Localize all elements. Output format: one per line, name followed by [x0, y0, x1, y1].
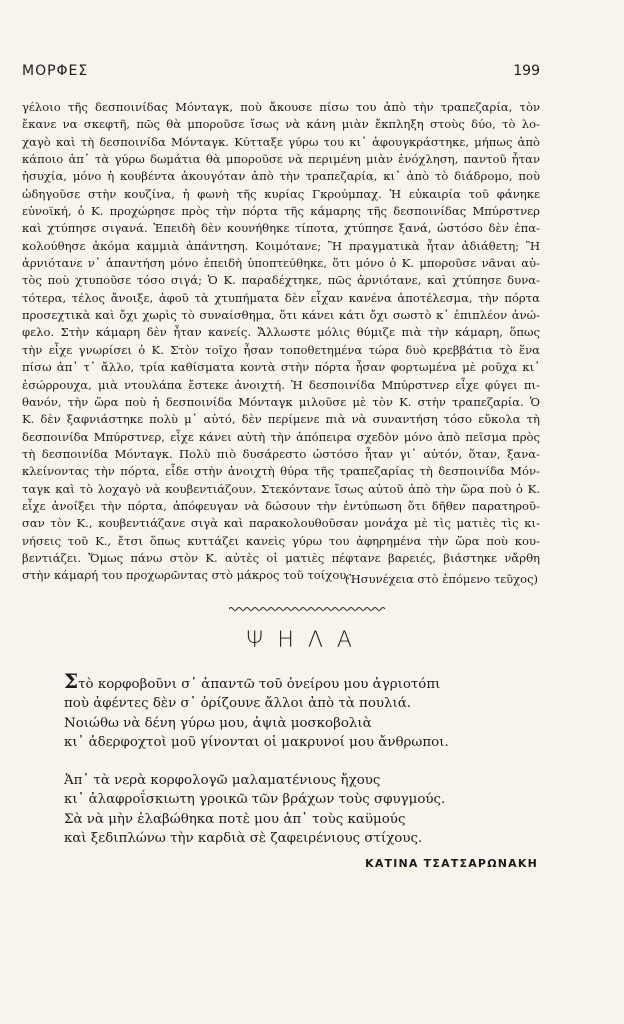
- prose-line: τὴν εἶχε γνωρίσει ὁ Κ. Στὸν τοῖχο ἦσαν τοποθετημένα τώρα δυὸ κρεββάτια τὸ ἕνα: [22, 342, 540, 357]
- prose-line: τὸς ποὺ χτυποῦσε τόσο σιγά; Ὁ Κ. παραδέχτηκε, πῶς ἀρνιότανε, καὶ χτύπησε δυνα-: [22, 273, 540, 288]
- poem-line: κι᾽ ἀλαφροΐσκιωτη γροικῶ τῶν βράχων τοὺς σφυγμούς.: [64, 792, 446, 808]
- poem-line: Νοιώθω νὰ δένη γύρω μου, ἀψιὰ μοσκοβολιὰ: [64, 715, 372, 731]
- page-header: [22, 63, 540, 79]
- prose-line: τότερα, τέλος ἄνοιξε, ἀφοῦ τὰ χτυπήματα δὲν εἶχαν κανένα ἀποτέλεσμα, τὴν πόρτα: [22, 290, 540, 305]
- wavy-divider: [229, 605, 387, 613]
- prose-line: δεσποινίδα Μπύρστνερ, εἶχε κάνει αὐτὴ τὴν ἀπόπειρα σχεδὸν μόνο ἀπὸ πεῖσμα πρὸς: [22, 429, 540, 444]
- poem-stanza-2: [64, 771, 544, 848]
- prose-line: ἐσώρρουχα, μιὰ ντουλάπα ἔστεκε ἀνοιχτή. Ἡ δεσποινίδα Μπύρστνερ εἶχε φύγει πι-: [22, 377, 540, 392]
- poem-stanza-1: [64, 669, 544, 752]
- poem-line: Στὸ κορφοβοῦνι σ᾽ ἀπαντῶ τοῦ ὀνείρου μου ἀγριοτόπι: [64, 669, 441, 693]
- prose-line: στὴν κάμαρή του προχωρῶντας στὸ μάκρος τοῦ τοίχου.: [22, 568, 351, 583]
- prose-line: ἀρνιότανε ν᾽ ἀπαντήση μόνο ἐπειδὴ ὑποπτεύθηκε, ὅτι μόνο ὁ Κ. μποροῦσε νᾶναι αὐ-: [22, 256, 540, 271]
- prose-line: τὴ δεσποινίδα Μόνταγκ. Πολὺ πιὸ δυσάρεστο ὡστόσο ἦταν γι᾽ αὐτόν, ὅταν, ξανα-: [22, 446, 540, 461]
- drop-cap: Σ: [64, 669, 79, 693]
- prose-line: κολούθησε ἀκόμα καμμιὰ ἀπάντηση. Κοιμότανε; Ἢ πραγματικὰ ἦταν ἀδιάθετη; Ἢ: [22, 238, 540, 253]
- prose-body: [22, 99, 540, 585]
- prose-line: ταγκ καὶ τὸ λοχαγὸ νὰ κουβεντιάζουν. Στεκόντανε ἴσως αὐτοῦ ἀπὸ τὴν ὥρα ποὺ ὁ Κ.: [22, 481, 540, 496]
- prose-line: γέλοιο τῆς δεσποινίδας Μόνταγκ, ποὺ ἄκουσε πίσω του ἀπὸ τὴν τραπεζαρία, τὸν: [22, 100, 540, 114]
- page-number: 199: [513, 63, 540, 79]
- prose-line: ἡσυχία, μόνο ἡ κουβέντα ἀκουγόταν ἀπὸ τὴν τραπεζαρία, κι᾽ ἀπὸ τὸ διάδρομο, ποὺ: [22, 169, 540, 184]
- poem-author: ΚΑΤΙΝΑ ΤΣΑΤΣΑΡΩΝΑΚΗ: [365, 857, 538, 870]
- prose-line: εὐνοϊκή, ὁ Κ. προχώρησε πρὸς τὴν πόρτα τῆς κάμαρης τῆς δεσποινίδας Μπύρστνερ: [22, 204, 540, 219]
- prose-line: βεντιάζει. Ὅμως πάνω στὸν Κ. αὐτὲς οἱ ματιὲς πέφτανε βαρειές, βιάστηκε νἄρθη: [22, 550, 540, 565]
- poem-line: Σὰ νὰ μὴν ἐλαβώθηκα ποτὲ μου ἀπ᾽ τοὺς καϋμούς: [64, 811, 406, 827]
- continuation-note: (Ἡσυνέχεια στὸ ἑπόμενο τεῦχος): [344, 572, 538, 586]
- prose-line: ὡδηγοῦσε στὴν κουζίνα, ἡ φωνὴ τῆς κυρίας Γκρούμπαχ. Ἡ εὐκαιρία τοῦ φάνηκε: [22, 186, 540, 201]
- prose-line: σαν τὸν Κ., κουβεντιάζανε σιγὰ καὶ παρακολουθοῦσαν μονάχα μὲ τὶς ματιὲς τὶς κι-: [22, 516, 540, 531]
- poem-line: Ἀπ᾽ τὰ νερὰ κορφολογῶ μαλαματένιους ἤχους: [64, 773, 381, 788]
- poem-line: καὶ ξεδιπλώνω τὴν καρδιὰ σὲ ζαφειρένιους στίχους.: [64, 830, 423, 846]
- prose-line: νήσεις τοῦ Κ., ἔτσι ὅπως κυττάζει κανεὶς γύρω του ἀφηρημένα τὴν ὥρα ποὺ κου-: [22, 533, 540, 548]
- poem-title: ΨΗΛΑ: [246, 628, 366, 653]
- prose-line: χαγὸ καὶ τὴ δεσποινίδα Μόνταγκ. Κύτταξε γύρω του κι᾽ ἀφουγκράστηκε, μήπως ἀπὸ: [22, 134, 540, 149]
- poem-line: ποὺ ἀφέντες δὲν σ᾽ ὁρίζουνε ἄλλοι ἀπὸ τὰ πουλιά.: [64, 696, 412, 712]
- prose-line: Κ. δὲν ξαφνιάστηκε πολὺ μ᾽ αὐτό, δὲν περίμενε πιὰ νὰ συναντήση τόσο εὔκολα τὴ: [22, 412, 540, 427]
- prose-line: προσεχτικὰ καὶ ὄχι χωρὶς τὸ συναίσθημα, ὅτι κάνει κάτι ὄχι σωστὸ κ᾽ ἐπιπλέον ἀνώ-: [22, 308, 540, 323]
- prose-line: θανόν, τὴν ὥρα ποὺ ἡ δεσποινίδα Μόνταγκ μιλοῦσε μὲ τὸν Κ. στὴν τραπεζαρία. Ὁ: [22, 394, 540, 409]
- prose-line: κλείνοντας τὴν πόρτα, εἶδε στὴν ἀνοιχτὴ θύρα τῆς τραπεζαρίας τὴ δεσποινίδα Μόν-: [22, 464, 540, 479]
- prose-line: ἔκανε να σκεφτῆ, πῶς θὰ μποροῦσε ἴσως νὰ κάνη μιὰν ἔκπληξη στοὺς δύο, τὸ λο-: [22, 117, 540, 132]
- prose-line: πίσω ἀπ᾽ τ᾽ ἄλλο, τρία καθίσματα κοντὰ στὴν πόρτα ἦσαν φορτωμένα μὲ ροῦχα κι᾽: [22, 360, 540, 375]
- prose-line: εἶχε ἀνοίξει τὴν πόρτα, ἀπόφευγαν νὰ δώσουν τὴν ἐντύπωση ὅτι δῆθεν παρατηροῦ-: [22, 498, 540, 513]
- prose-line: καὶ χτύπησε σιγανά. Ἐπειδὴ δὲν κουνήθηκε τίποτα, χτύπησε ξανά, ὡστόσο δὲν ἐπα-: [22, 221, 540, 236]
- prose-line: φελο. Στὴν κάμαρη δὲν ἦταν κανείς. Ἄλλωστε μόλις θύμιζε πιὰ τὴν κάμαρη, ὅπως: [22, 325, 540, 340]
- prose-line: κάποιο ἀπ᾽ τὰ γύρω δωμάτια θὰ μποροῦσε νὰ περιμένη μιὰν ἐνόχληση, παντοῦ ἦταν: [22, 152, 540, 167]
- poem-line: κι᾽ ἀδερφοχτοὶ μοῦ γίνονται οἱ μακρυνοί μου ἄνθρωποι.: [64, 734, 449, 750]
- journal-title: ΜΟΡΦΕΣ: [22, 63, 89, 79]
